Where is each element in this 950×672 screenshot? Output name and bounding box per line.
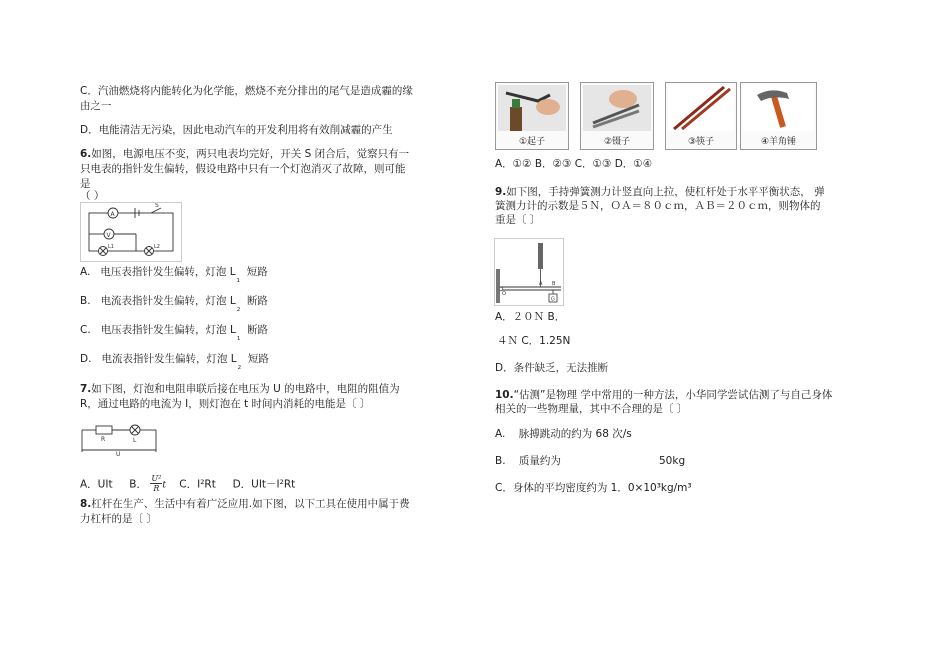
option-text: 电流表指针发生偏转，灯泡 L bbox=[101, 353, 237, 365]
point-a-label: A bbox=[539, 281, 543, 287]
q5-option-c-line1: C．汽油燃烧将内能转化为化学能，燃烧不充分排出的尾气是造成霾的缘 bbox=[80, 85, 413, 97]
option-label: B. bbox=[495, 455, 506, 467]
q9-option-a: A．２０Ｎ B． bbox=[495, 311, 566, 323]
resistor-label: R bbox=[101, 436, 106, 443]
q10-option-a bbox=[495, 427, 632, 441]
q7-option-b: B． bbox=[129, 478, 148, 491]
q6-stem-1: 如图，电源电压不变，两只电表均完好，开关 S 闭合后，觉察只有一 bbox=[91, 148, 410, 160]
q7-line1 bbox=[80, 382, 400, 396]
q9-option-d: D．条件缺乏，无法推断 bbox=[495, 362, 609, 374]
tool-label-2: ②镊子 bbox=[603, 137, 631, 147]
option-label: D. bbox=[80, 353, 92, 365]
q6-bracket: （ ） bbox=[80, 190, 105, 202]
tweezers-icon bbox=[583, 85, 651, 131]
subscript: 2 bbox=[236, 307, 241, 313]
option-text: 电流表指针发生偏转，灯泡 L bbox=[100, 295, 236, 307]
q9-number: 9. bbox=[495, 186, 507, 198]
switch-label: S bbox=[155, 203, 159, 209]
q9-lever-svg bbox=[495, 239, 563, 305]
point-o-label: O bbox=[502, 291, 506, 297]
q9-stem-3: 重是〔 〕 bbox=[495, 214, 541, 226]
q9-line1 bbox=[495, 185, 825, 199]
option-text: 脉搏跳动的约为 68 次/s bbox=[518, 428, 632, 440]
option-tail: 短路 bbox=[247, 353, 269, 365]
tool-label-4: ④羊角锤 bbox=[760, 137, 797, 147]
subscript: 1 bbox=[236, 278, 241, 284]
q6-number: 6. bbox=[80, 148, 92, 160]
subscript: 1 bbox=[236, 336, 241, 342]
q6-circuit-diagram bbox=[80, 202, 182, 262]
tool-card-tweezers bbox=[580, 82, 654, 150]
chopsticks-photo bbox=[668, 85, 734, 131]
q6-line1 bbox=[80, 147, 409, 161]
option-tail: 断路 bbox=[246, 295, 268, 307]
ammeter-label: A bbox=[110, 211, 115, 218]
q10-number: 10. bbox=[495, 389, 514, 401]
tool-card-bottle-opener bbox=[495, 82, 569, 150]
voltmeter-label: V bbox=[106, 232, 111, 239]
voltage-label: U bbox=[116, 451, 121, 458]
point-b-label: B bbox=[552, 281, 556, 287]
chopsticks-icon bbox=[668, 85, 734, 131]
q6-option-d bbox=[80, 352, 269, 371]
claw-hammer-photo bbox=[743, 85, 814, 131]
q7-option-a: A．UIt bbox=[80, 478, 113, 491]
option-label: B. bbox=[80, 295, 91, 307]
q8-line1 bbox=[80, 497, 410, 511]
lamp1-label: L1 bbox=[108, 244, 114, 250]
q10-option-b-value: 50kg bbox=[659, 455, 686, 467]
tool-label-1: ①起子 bbox=[518, 137, 546, 147]
option-tail: 断路 bbox=[247, 324, 269, 336]
q10-stem-1: “估测”是物理 学中常用的一种方法，小华同学尝试估测了与自己身体 bbox=[513, 389, 833, 401]
bottle-opener-photo bbox=[498, 85, 566, 131]
q6-option-a bbox=[80, 265, 268, 284]
q9-option-b: ４Ｎ C．1.25N bbox=[497, 335, 571, 347]
q7-circuit-diagram bbox=[80, 420, 160, 458]
q10-line1 bbox=[495, 388, 832, 402]
q6-option-c bbox=[80, 323, 269, 342]
q5-option-c-line2: 由之一 bbox=[80, 100, 112, 112]
tweezers-photo bbox=[583, 85, 651, 131]
option-label: C. bbox=[80, 324, 91, 336]
q9-stem-1: 如下图，手持弹簧测力计竖直向上拉，使杠杆处于水平平衡状态， 弹 bbox=[506, 186, 825, 198]
q6-circuit-svg bbox=[81, 203, 181, 261]
q7-stem-1: 如下图，灯泡和电阻串联后接在电压为 U 的电路中，电阻的阻值为 bbox=[91, 383, 400, 395]
q7-option-d: D．UIt－I²Rt bbox=[232, 478, 296, 491]
q6-stem-3: 是 bbox=[80, 178, 91, 190]
subscript: 2 bbox=[237, 365, 242, 371]
weight-g-label: G bbox=[551, 296, 555, 303]
q10-option-c: C．身体的平均密度约为 1．0×10³kg/m³ bbox=[495, 482, 692, 494]
option-tail: 短路 bbox=[246, 266, 268, 278]
q9-stem-2: 簧测力计的示数是５Ｎ，ＯＡ＝８０ｃｍ，ＡＢ＝２０ｃｍ，则物体的 bbox=[495, 200, 821, 212]
q8-stem-2: 力杠杆的是〔 〕 bbox=[80, 513, 157, 525]
q8-options: A．①② B．②③ C．①③ D．①④ bbox=[495, 158, 653, 170]
tool-label-3: ③筷子 bbox=[687, 137, 715, 147]
claw-hammer-icon bbox=[743, 85, 814, 131]
q9-lever-diagram bbox=[494, 238, 564, 306]
fraction-denominator: R bbox=[153, 484, 160, 493]
fraction-numerator: U² bbox=[151, 474, 162, 483]
tool-card-chopsticks bbox=[665, 82, 737, 150]
option-text: 电压表指针发生偏转，灯泡 L bbox=[100, 324, 236, 336]
lamp2-label: L2 bbox=[154, 244, 160, 250]
q7-fraction bbox=[150, 474, 162, 493]
bottle-opener-icon bbox=[498, 85, 566, 131]
q6-option-b bbox=[80, 294, 268, 313]
option-text: 质量约为 bbox=[518, 455, 561, 467]
q7-option-c: C．I²Rt bbox=[179, 478, 216, 491]
tool-card-claw-hammer bbox=[740, 82, 817, 150]
option-label: A. bbox=[495, 428, 506, 440]
q6-stem-2: 只电表的指针发生偏转，假设电路中只有一个灯泡消灭了故障，则可能 bbox=[80, 163, 406, 175]
q7-options bbox=[80, 475, 295, 494]
lamp-label: L bbox=[133, 437, 137, 444]
q7-number: 7. bbox=[80, 383, 92, 395]
q8-stem-1: 杠杆在生产、生活中有着广泛应用.如下图，以下工具在使用中属于费 bbox=[91, 498, 410, 510]
fraction-t: t bbox=[162, 480, 166, 491]
q5-option-d: D．电能清洁无污染，因此电动汽车的开发利用将有效削减霾的产生 bbox=[80, 124, 393, 136]
option-text: 电压表指针发生偏转，灯泡 L bbox=[100, 266, 236, 278]
q10-stem-2: 相关的一些物理量，其中不合理的是〔 〕 bbox=[495, 403, 688, 415]
q7-stem-2: R，通过电路的电流为 I，则灯泡在 t 时间内消耗的电能是〔 〕 bbox=[80, 398, 371, 410]
q10-option-b bbox=[495, 454, 561, 468]
q8-number: 8. bbox=[80, 498, 92, 510]
q7-circuit-svg bbox=[80, 420, 160, 458]
option-label: A. bbox=[80, 266, 91, 278]
